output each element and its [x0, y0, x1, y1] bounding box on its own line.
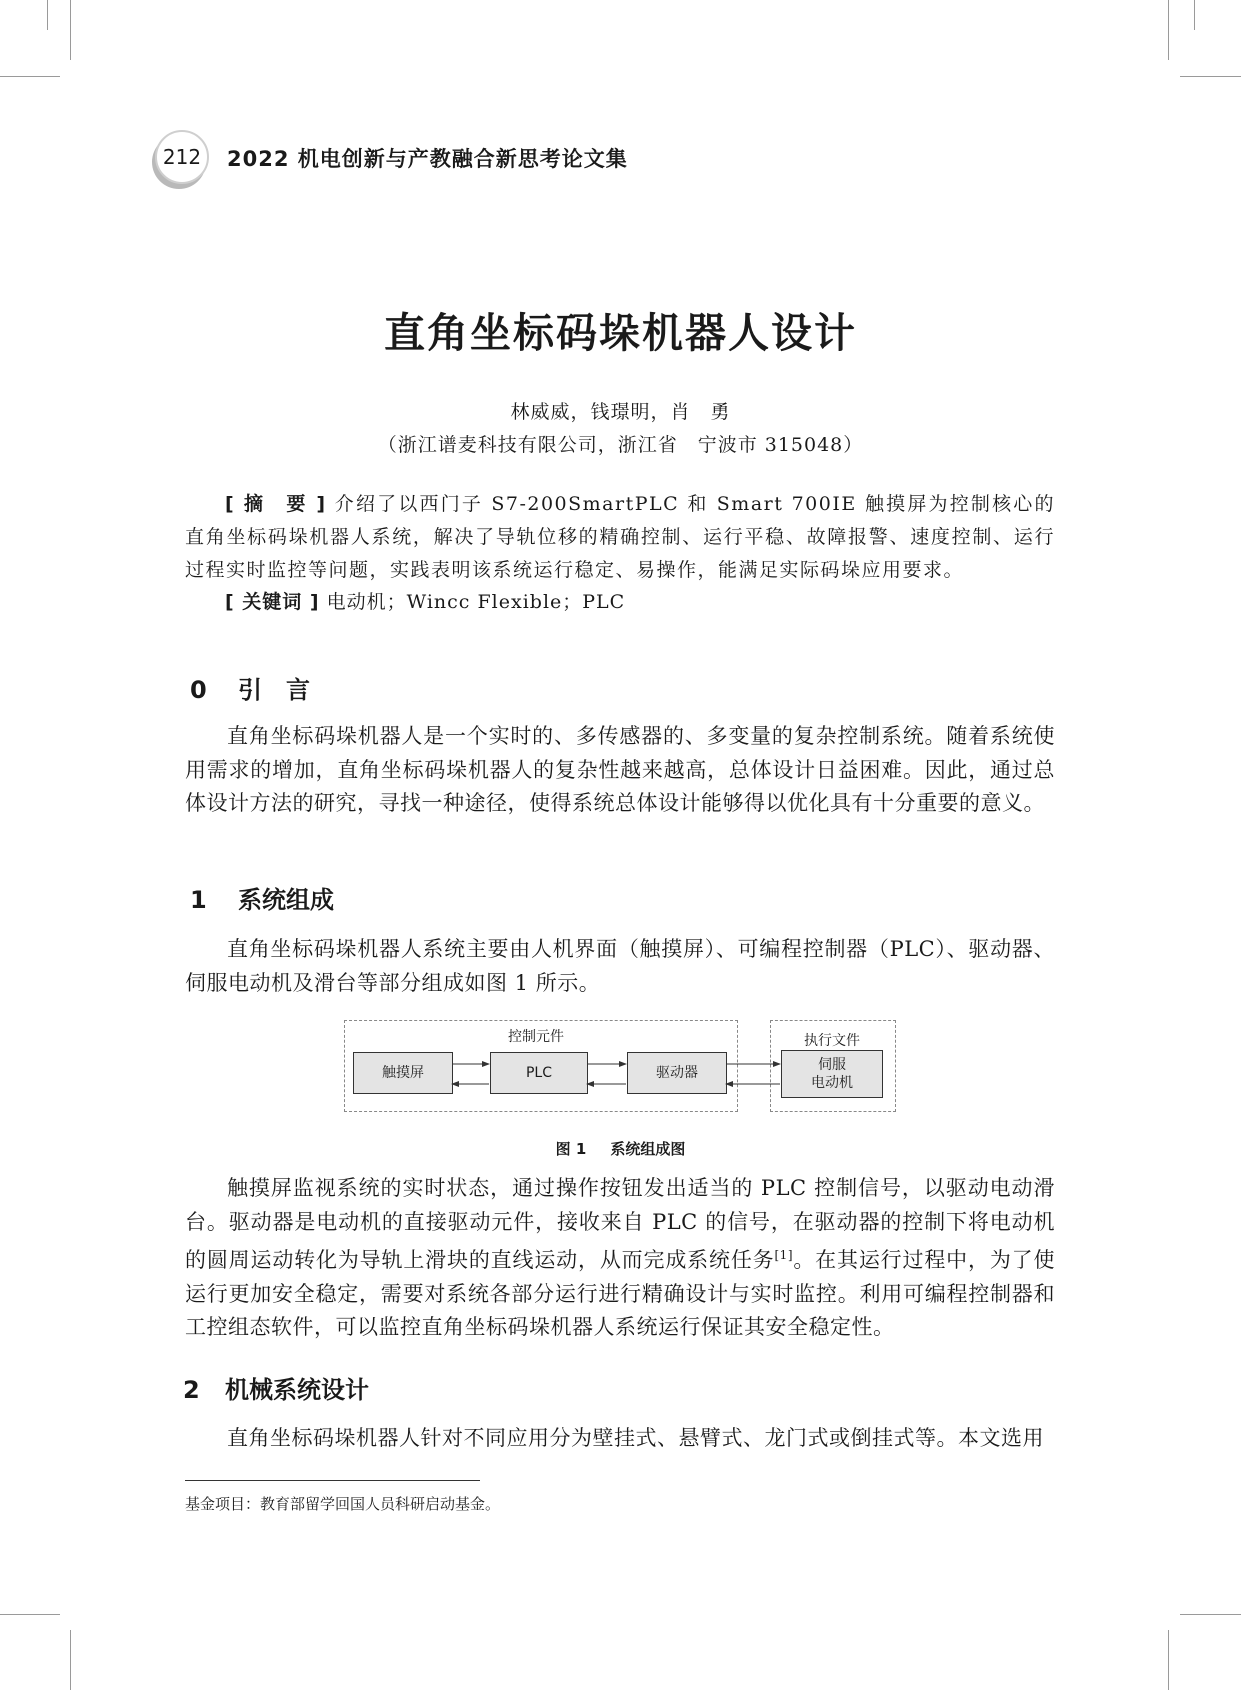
article-affiliation: （浙江谱麦科技有限公司，浙江省 宁波市 315048） — [377, 434, 864, 456]
footnote-divider — [185, 1480, 480, 1481]
section-title: 系统组成 — [238, 886, 334, 914]
section-number: 2 — [183, 1376, 200, 1404]
section-number: 0 — [190, 676, 207, 704]
abstract-text: 介绍了以西门子 S7-200SmartPLC 和 Smart 700IE 触摸屏为控制核心的直角坐标码垛机器人系统，解决了导轨位移的精确控制、运行平稳、故障报警、速度控制、运行过程实时监控等问题，实践表明该系统运行稳定、易操作，能满足实际码垛应用要求。 — [185, 493, 1055, 581]
article-authors: 林威威，钱璟明，肖 勇 — [510, 401, 731, 423]
control-group-label: 控制元件 — [508, 1029, 564, 1045]
footnote: 基金项目：教育部留学回国人员科研启动基金。 — [185, 1495, 501, 1513]
figure-caption-text: 系统组成图 — [610, 1140, 686, 1158]
paragraph: 直角坐标码垛机器人是一个实时的、多传感器的、多变量的复杂控制系统。随着系统使用需求的增加，直角坐标码垛机器人的复杂性越来越高，总体设计日益困难。因此，通过总体设计方法的研究，寻找一种途径，使得系统总体设计能够得以优化具有十分重要的意义。 — [185, 724, 1055, 815]
section-title: 机械系统设计 — [225, 1376, 369, 1404]
article-title: 直角坐标码垛机器人设计 — [384, 309, 857, 357]
figure-caption — [0, 1138, 1241, 1159]
page-number: 212 — [155, 130, 209, 184]
paragraph: 直角坐标码垛机器人针对不同应用分为壁挂式、悬臂式、龙门式或倒挂式等。本文选用 — [227, 1426, 1044, 1450]
servo-motor-label-line1: 伺服 — [818, 1057, 846, 1073]
touchscreen-node: 触摸屏 — [353, 1052, 453, 1094]
figure-caption-number: 图 1 — [555, 1140, 587, 1158]
driver-node: 驱动器 — [627, 1052, 727, 1094]
section-heading-2 — [183, 1370, 369, 1405]
running-header: 2022 机电创新与产教融合新思考论文集 — [227, 147, 628, 171]
keywords-label: [ 关键词 ] — [225, 591, 320, 613]
keywords-text: 电动机；Wincc Flexible；PLC — [326, 591, 626, 613]
exec-group-label: 执行文件 — [804, 1033, 860, 1049]
paragraph-text: 。在其运行过程中，为了使运行更加安全稳定，需要对系统各部分运行进行精确设计与实时监控。利用可编程控制器和工控组态软件，可以监控直角坐标码垛机器人系统运行保证其安全稳定性。 — [185, 1248, 1055, 1339]
paragraph-text: 触摸屏监视系统的实时状态，通过操作按钮发出适当的 PLC 控制信号，以驱动电动滑台。驱动器是电动机的直接驱动元件，接收来自 PLC 的信号，在驱动器的控制下将电动机的圆周运动转化为导轨上滑块的直线运动，从而完成系统任务 — [185, 1176, 1055, 1272]
citation-ref: [1] — [774, 1248, 793, 1262]
plc-node: PLC — [490, 1052, 588, 1094]
abstract-label: [ 摘 要 ] — [225, 493, 327, 515]
paragraph: 直角坐标码垛机器人系统主要由人机界面（触摸屏）、可编程控制器（PLC）、驱动器、伺服电动机及滑台等部分组成如图 1 所示。 — [185, 937, 1055, 995]
section-title: 引 言 — [238, 676, 310, 704]
paragraph — [185, 1172, 1055, 1345]
servo-motor-label-line2: 电动机 — [811, 1075, 853, 1091]
section-number: 1 — [190, 886, 207, 914]
